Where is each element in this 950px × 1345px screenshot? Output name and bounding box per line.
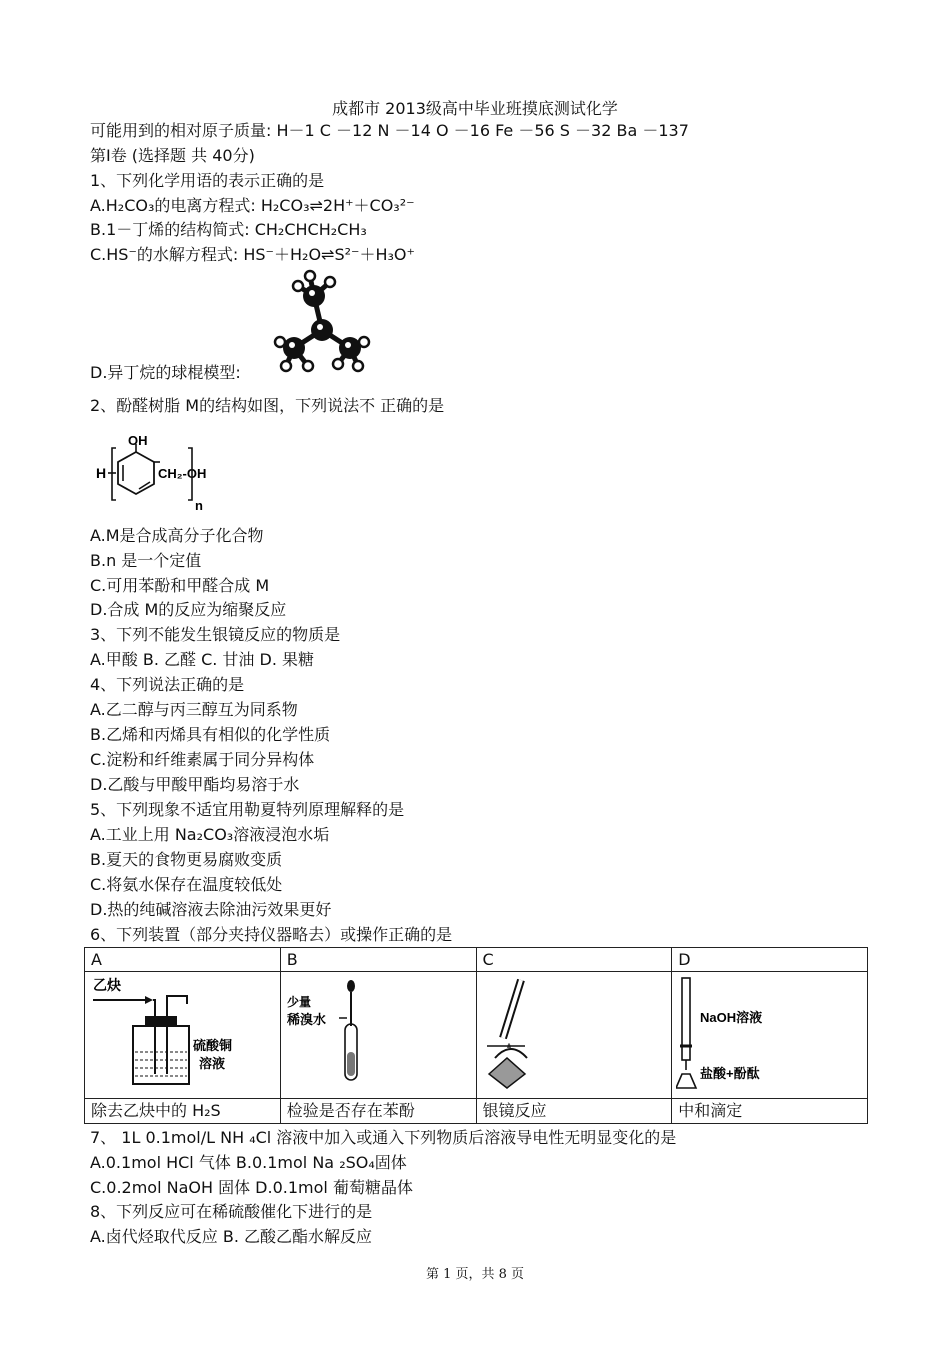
- q6-figure-a-cell: [85, 972, 281, 1099]
- q8-options-ab: A.卤代烃取代反应 B. 乙酸乙酯水解反应: [90, 1227, 372, 1246]
- q3-stem: 3、下列不能发生银镜反应的物质是: [90, 625, 341, 644]
- q6-caption-a: 除去乙炔中的 H₂S: [85, 1099, 281, 1124]
- q6-figure-b-cell: [280, 972, 476, 1099]
- q2-option-b: B.n 是一个定值: [90, 551, 202, 570]
- struct-ch2oh-label: CH₂-OH: [158, 466, 207, 481]
- phenolic-resin-structure: [88, 430, 228, 515]
- fig-a-gas-label: 乙炔: [93, 977, 121, 993]
- q6-stem: 6、下列装置（部分夹持仪器略去）或操作正确的是: [90, 925, 453, 944]
- dropper-test-tube-figure: [285, 974, 375, 1090]
- fig-a-solution-label: 硫酸铜: [193, 1038, 233, 1053]
- q1-option-a: A.H₂CO₃的电离方程式: H₂CO₃⇌2H⁺＋CO₃²⁻: [90, 196, 415, 215]
- q6-header-a: A: [85, 948, 281, 972]
- q5-option-a: A.工业上用 Na₂CO₃溶液浸泡水垢: [90, 825, 330, 844]
- atomic-masses: 可能用到的相对原子质量: H－1 C －12 N －14 O －16 Fe －56 S －32 Ba －137: [90, 121, 689, 140]
- titration-figure: [676, 974, 836, 1090]
- q5-stem: 5、下列现象不适宜用勒夏特列原理解释的是: [90, 800, 405, 819]
- q5-option-b: B.夏天的食物更易腐败变质: [90, 850, 283, 869]
- heated-test-tube-figure: [481, 974, 561, 1090]
- q1-option-c: C.HS⁻的水解方程式: HS⁻＋H₂O⇌S²⁻＋H₃O⁺: [90, 245, 415, 264]
- isobutane-ball-stick-model: [272, 268, 372, 378]
- q1-option-d: D.异丁烷的球棍模型:: [90, 363, 241, 382]
- q6-caption-b: 检验是否存在苯酚: [280, 1099, 476, 1124]
- q8-stem: 8、下列反应可在稀硫酸催化下进行的是: [90, 1202, 373, 1221]
- fig-d-bottom-label: 盐酸+酚酞: [700, 1066, 760, 1081]
- q6-caption-c: 银镜反应: [476, 1099, 672, 1124]
- page-footer: 第 1 页，共 8 页: [425, 1267, 525, 1282]
- q4-option-d: D.乙酸与甲酸甲酯均易溶于水: [90, 775, 300, 794]
- q2-option-d: D.合成 M的反应为缩聚反应: [90, 600, 287, 619]
- q4-option-a: A.乙二醇与丙三醇互为同系物: [90, 700, 298, 719]
- q2-option-c: C.可用苯酚和甲醛合成 M: [90, 576, 270, 595]
- struct-n-label: n: [195, 498, 203, 513]
- q6-header-d: D: [672, 948, 868, 972]
- q6-apparatus-table: [84, 947, 868, 1124]
- fig-a-solution-label-2: 溶液: [199, 1056, 226, 1071]
- section-heading: 第Ⅰ卷 (选择题 共 40分): [90, 146, 255, 165]
- q1-stem: 1、下列化学用语的表示正确的是: [90, 171, 325, 190]
- q2-option-a: A.M是合成高分子化合物: [90, 526, 264, 545]
- fig-b-reagent-label: 少量: [286, 995, 311, 1009]
- q5-option-c: C.将氨水保存在温度较低处: [90, 875, 283, 894]
- q7-options-cd: C.0.2mol NaOH 固体 D.0.1mol 葡萄糖晶体: [90, 1178, 413, 1197]
- fig-d-top-label: NaOH溶液: [700, 1010, 763, 1025]
- q7-options-ab: A.0.1mol HCl 气体 B.0.1mol Na ₂SO₄固体: [90, 1153, 407, 1172]
- q4-option-c: C.淀粉和纤维素属于同分异构体: [90, 750, 315, 769]
- q5-option-d: D.热的纯碱溶液去除油污效果更好: [90, 900, 332, 919]
- q4-stem: 4、下列说法正确的是: [90, 675, 245, 694]
- struct-oh-label: OH: [128, 433, 148, 448]
- q7-stem: 7、 1L 0.1mol/L NH ₄Cl 溶液中加入或通入下列物质后溶液导电性无明显变化的是: [90, 1128, 677, 1147]
- q6-figure-d-cell: [672, 972, 868, 1099]
- q6-header-b: B: [280, 948, 476, 972]
- q3-options: A.甲酸 B. 乙醛 C. 甘油 D. 果糖: [90, 650, 314, 669]
- q6-header-c: C: [476, 948, 672, 972]
- q6-caption-d: 中和滴定: [672, 1099, 868, 1124]
- fig-b-reagent-label-2: 稀溴水: [286, 1012, 326, 1027]
- q4-option-b: B.乙烯和丙烯具有相似的化学性质: [90, 725, 331, 744]
- q2-stem: 2、酚醛树脂 M的结构如图，下列说法不 正确的是: [90, 396, 445, 415]
- gas-washing-bottle-figure: [89, 974, 249, 1090]
- exam-title: 成都市 2013级高中毕业班摸底测试化学: [332, 99, 618, 118]
- q1-option-b: B.1－丁烯的结构简式: CH₂CHCH₂CH₃: [90, 220, 367, 239]
- q6-figure-c-cell: [476, 972, 672, 1099]
- struct-h-label: H: [96, 465, 107, 481]
